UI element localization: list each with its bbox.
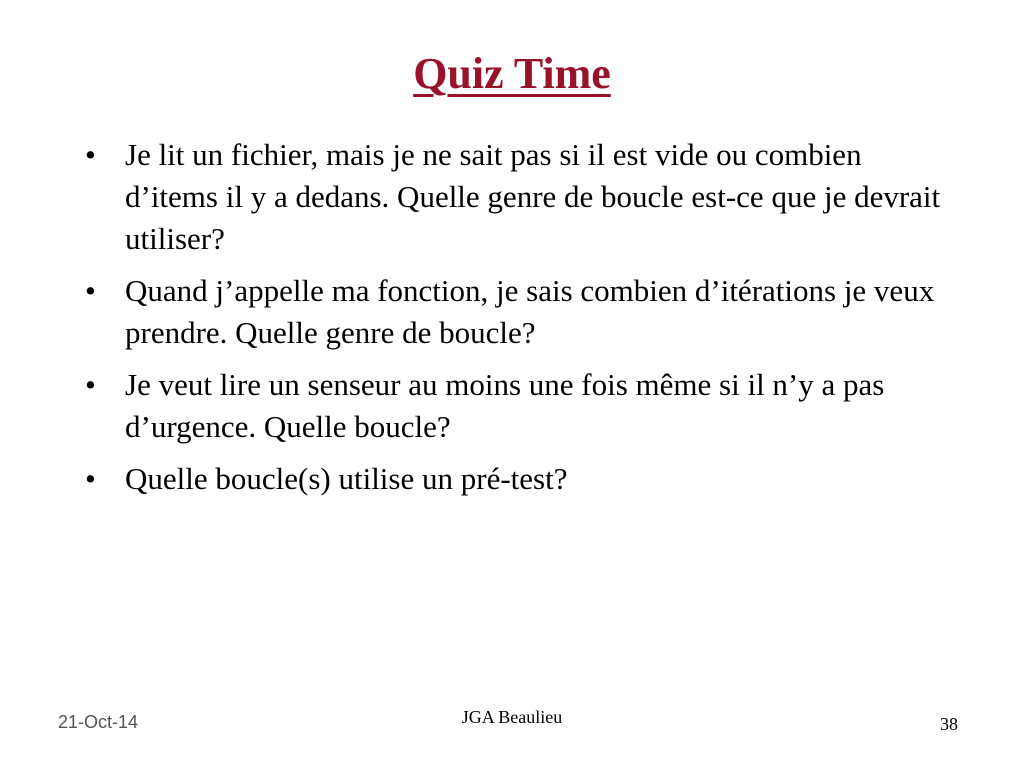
bullet-list bbox=[85, 134, 945, 510]
bullet-text: Quand j’appelle ma fonction, je sais combien d’itérations je veux prendre. Quelle genre de boucle? bbox=[125, 273, 935, 350]
slide-title: Quiz Time bbox=[413, 49, 611, 98]
footer-date: 21-Oct-14 bbox=[58, 712, 139, 732]
footer-author: JGA Beaulieu bbox=[461, 707, 563, 727]
page-number: 38 bbox=[940, 714, 958, 734]
list-item bbox=[85, 364, 945, 448]
bullet-icon: • bbox=[85, 461, 96, 496]
list-item bbox=[85, 458, 945, 500]
bullet-icon: • bbox=[85, 137, 96, 172]
bullet-text: Quelle boucle(s) utilise un pré-test? bbox=[125, 461, 568, 496]
list-item bbox=[85, 270, 945, 354]
bullet-icon: • bbox=[85, 273, 96, 308]
bullet-text: Je veut lire un senseur au moins une fois même si il n’y a pas d’urgence. Quelle boucle? bbox=[125, 367, 885, 444]
bullet-text: Je lit un fichier, mais je ne sait pas si il est vide ou combien d’items il y a dedans. Quelle genre de boucle est-ce que je devrait utiliser? bbox=[125, 137, 941, 256]
list-item bbox=[85, 134, 945, 260]
bullet-icon: • bbox=[85, 367, 96, 402]
